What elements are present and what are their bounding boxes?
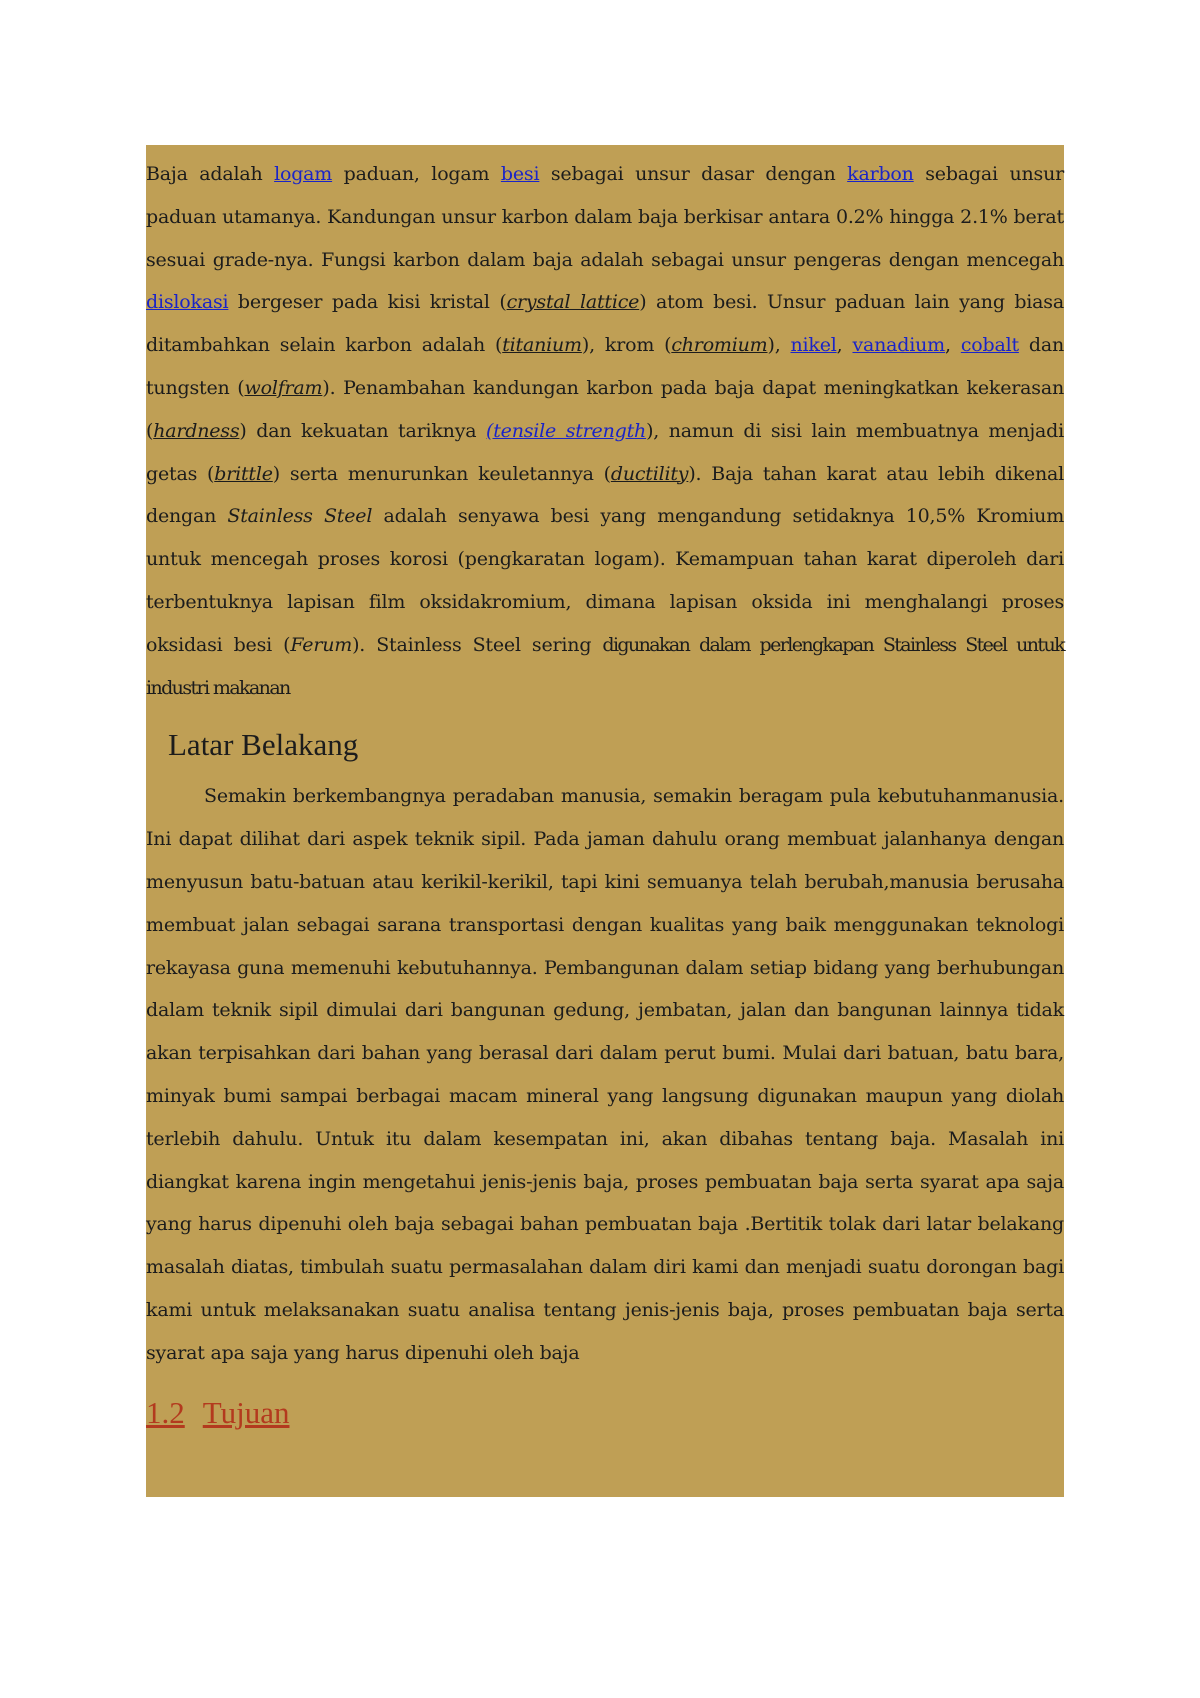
link-cobalt[interactable]: cobalt bbox=[960, 334, 1019, 357]
text-run: sebagai unsur dasar dengan bbox=[539, 163, 848, 185]
text-run: bergeser pada kisi kristal ( bbox=[228, 291, 507, 314]
text-run: ), krom ( bbox=[581, 334, 672, 357]
heading-latar-belakang: Latar Belakang bbox=[168, 727, 359, 763]
link-tensile-strength[interactable]: (tensile strength bbox=[486, 419, 647, 442]
term-wolfram: wolfram bbox=[244, 376, 323, 399]
text-run: ), namun di sisi lain membuatnya menjadi getas ( bbox=[146, 419, 1064, 485]
text-run: dan tungsten ( bbox=[146, 334, 1064, 399]
text-run: Baja adalah bbox=[146, 163, 275, 185]
text-run: adalah senyawa besi yang mengandung setidaknya 10,5% Kromium untuk mencegah proses korosi (pengkaratan logam). Kemampuan tahan karat diperoleh dari terbentuknya lapisan film oksidakromium, dimana lapisan oksida ini menghalangi proses oksidasi besi ( bbox=[146, 505, 1065, 656]
latar-belakang-paragraph: Semakin berkembangnya peradaban manusia, semakin beragam pula kebutuhanmanusia. Ini dapat dilihat dari aspek teknik sipil. Pada jaman dahulu orang membuat jalanhanya dengan menyusun batu-batuan atau kerikil-kerikil, tapi kini semuanya telah berubah,manusia berusaha membuat jalan sebagai sarana transportasi dengan kualitas yang baik menggunakan teknologi rekayasa guna memenuhi kebutuhannya. Pembangunan dalam setiap bidang yang berhubungan dalam teknik sipil dimulai dari bangunan gedung, jembatan, jalan dan bangunan lainnya tidak akan terpisahkan dari bahan yang berasal dari dalam perut bumi. Mulai dari batuan, batu bara, minyak bumi sampai berbagai macam mineral yang langsung digunakan maupun yang diolah terlebih dahulu. Untuk itu dalam kesempatan ini, akan dibahas tentang baja. Masalah ini diangkat karena ingin mengetahui jenis-jenis baja, proses pembuatan baja serta syarat apa saja yang harus dipenuhi oleh baja sebagai bahan pembuatan baja .Bertitik tolak dari latar belakang masalah diatas, timbulah suatu permasalahan dalam diri kami dan menjadi suatu dorongan bagi kami untuk melaksanakan suatu analisa tentang jenis-jenis baja, proses pembuatan baja serta syarat apa saja yang harus dipenuhi oleh baja bbox=[146, 785, 1064, 1364]
term-ductility: ductility bbox=[610, 462, 689, 485]
heading-tujuan bbox=[146, 1393, 1064, 1433]
text-run: ) serta menurunkan keuletannya ( bbox=[272, 462, 611, 485]
text-run: ). Baja tahan karat atau lebih dikenal dengan bbox=[146, 462, 1064, 528]
link-karbon[interactable]: karbon bbox=[847, 163, 914, 185]
text-run: , bbox=[836, 334, 853, 357]
section-number: 1.2 bbox=[146, 1394, 185, 1430]
link-besi[interactable]: besi bbox=[500, 163, 540, 185]
link-dislokasi[interactable]: dislokasi bbox=[146, 291, 229, 314]
text-run: paduan, logam bbox=[332, 163, 501, 185]
term-ferum: Ferum bbox=[290, 633, 353, 656]
term-brittle: brittle bbox=[214, 462, 273, 485]
term-stainless-steel: Stainless Steel bbox=[227, 505, 373, 528]
text-run: ). Penambahan kandungan karbon pada baja dapat meningkatkan kekerasan ( bbox=[146, 376, 1064, 442]
text-run: , bbox=[945, 334, 961, 357]
link-nikel[interactable]: nikel bbox=[790, 334, 837, 357]
text-run: ), bbox=[767, 334, 791, 357]
section-title: Tujuan bbox=[202, 1394, 290, 1430]
term-titanium: titanium bbox=[502, 334, 582, 357]
text-run: ). Stainless Steel sering bbox=[352, 633, 603, 656]
link-vanadium[interactable]: vanadium bbox=[852, 334, 945, 357]
text-run-condensed: digunakan dalam perlengkapan Stainless Steel untuk industri makanan bbox=[146, 633, 1064, 699]
link-logam[interactable]: logam bbox=[274, 163, 333, 185]
term-chromium: chromium bbox=[671, 334, 768, 357]
text-run: sebagai unsur paduan utamanya. Kandungan unsur karbon dalam baja berkisar antara 0.2% hingga 2.1% berat sesuai grade-nya. Fungsi karbon dalam baja adalah sebagai unsur pengeras dengan mencegah bbox=[146, 163, 1064, 271]
intro-paragraph bbox=[146, 153, 1064, 709]
text-run: ) atom besi. Unsur paduan lain yang biasa ditambahkan selain karbon adalah ( bbox=[146, 291, 1064, 357]
term-hardness: hardness bbox=[153, 419, 240, 442]
text-run: ) dan kekuatan tariknya bbox=[239, 419, 486, 442]
term-crystal-lattice: crystal lattice bbox=[506, 291, 640, 314]
highlighted-content-block bbox=[146, 145, 1064, 1497]
